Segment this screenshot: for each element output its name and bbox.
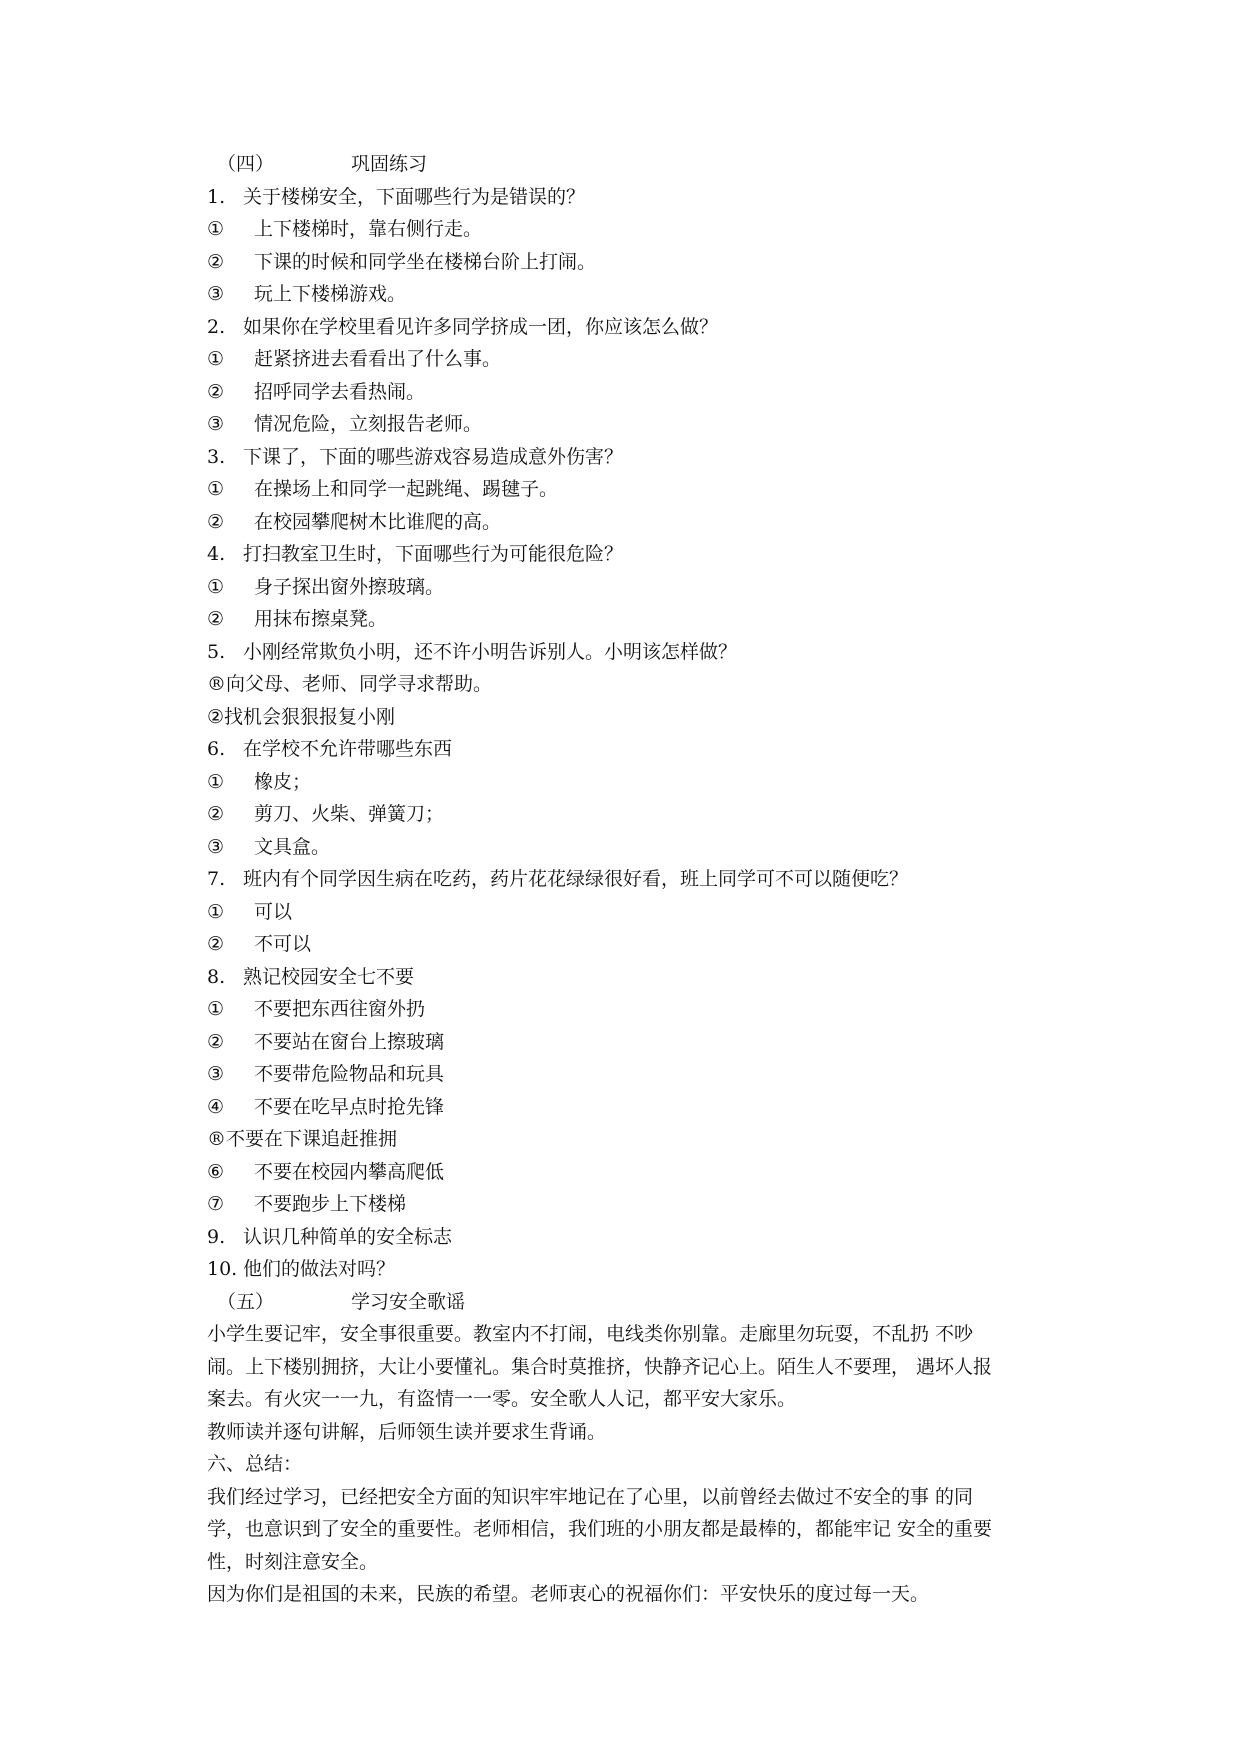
question-7: [207, 863, 1067, 896]
section-four-number: （四）: [217, 153, 275, 175]
option-item: [207, 831, 1067, 864]
option-item: [207, 278, 1067, 311]
teacher-note: 教师读并逐句讲解，后师领生读并要求生背诵。: [207, 1420, 607, 1443]
option-item: [207, 473, 1067, 506]
option-item: [207, 896, 1067, 929]
option-item: [207, 1058, 1067, 1091]
summary-heading: 六、总结：: [207, 1453, 303, 1475]
question-text: 下课了，下面的哪些游戏容易造成意外伤害？: [243, 445, 624, 468]
option-marker: ②: [207, 510, 225, 533]
option-item: [207, 668, 1067, 701]
question-2: [207, 311, 1067, 344]
option-marker: ②: [207, 608, 225, 630]
option-marker: ②: [207, 803, 225, 825]
option-text: 橡皮；: [254, 770, 312, 793]
option-marker: ③: [207, 413, 225, 435]
section-five-heading: [207, 1286, 1067, 1319]
option-text: 用抹布擦桌凳。: [254, 608, 388, 630]
option-marker: ①: [207, 900, 225, 923]
section-five-title: 学习安全歌谣: [351, 1290, 466, 1313]
section-five-number: （五）: [217, 1290, 275, 1313]
question-5: [207, 636, 1067, 669]
song-line-2: 闹。上下楼别拥挤，大让小要懂礼。集合时莫推挤，快静齐记心上。陌生人不要理， 遇坏人报: [207, 1355, 993, 1378]
section-four-title: 巩固练习: [351, 153, 428, 175]
question-number: 6.: [207, 738, 226, 760]
option-item: [207, 766, 1067, 799]
closing-line: 因为你们是祖国的未来，民族的希望。老师衷心的祝福你们：平安快乐的度过每一天。: [207, 1583, 930, 1605]
question-number: 3.: [207, 445, 226, 468]
option-item: [207, 928, 1067, 961]
option-text: 不要站在窗台上擦玻璃: [254, 1030, 445, 1053]
question-1: [207, 181, 1067, 214]
option-item: [207, 343, 1067, 376]
question-text: 班内有个同学因生病在吃药，药片花花绿绿很好看，班上同学可不可以随便吃？: [243, 868, 909, 890]
option-marker: ①: [207, 348, 225, 370]
option-text: 玩上下楼梯游戏。: [254, 283, 407, 305]
question-3: [207, 441, 1067, 474]
option-item: [207, 1123, 1067, 1156]
option-marker: ③: [207, 835, 225, 858]
question-number: 7.: [207, 868, 226, 890]
question-number: 1.: [207, 185, 226, 208]
question-text: 关于楼梯安全，下面哪些行为是错误的？: [243, 185, 586, 208]
question-8: [207, 961, 1067, 994]
option-text: 向父母、老师、同学寻求帮助。: [226, 673, 493, 695]
option-item: [207, 1188, 1067, 1221]
option-marker: ②: [207, 250, 225, 273]
option-marker: ⑥: [207, 1160, 225, 1183]
option-marker: ①: [207, 998, 225, 1020]
option-text: 不要在校园内攀高爬低: [254, 1160, 445, 1183]
option-item: [207, 1156, 1067, 1189]
question-text: 如果你在学校里看见许多同学挤成一团，你应该怎么做？: [243, 315, 719, 338]
option-item: [207, 603, 1067, 636]
option-marker: ①: [207, 575, 225, 598]
question-text: 在学校不允许带哪些东西: [243, 738, 453, 760]
question-number: 10.: [207, 1258, 238, 1280]
option-marker: ®: [207, 1128, 226, 1150]
option-text: 上下楼梯时，靠右侧行走。: [254, 218, 483, 240]
option-text: 不要把东西往窗外扔: [254, 998, 426, 1020]
option-text: 不要在下课追赶推拥: [226, 1128, 398, 1150]
question-number: 2.: [207, 315, 226, 338]
summary-line-3: 性，时刻注意安全。: [207, 1550, 379, 1573]
summary-line-2: 学，也意识到了安全的重要性。老师相信，我们班的小朋友都是最棒的，都能牢记 安全的重要: [207, 1518, 993, 1540]
option-item: [207, 571, 1067, 604]
song-line-1: 小学生要记牢，安全事很重要。教室内不打闹，电线类你别靠。走廊里勿玩耍，不乱扔 不吵: [207, 1323, 974, 1345]
option-marker: ③: [207, 283, 225, 305]
option-text: 找机会狠狠报复小刚: [224, 705, 396, 728]
option-text: 文具盒。: [254, 835, 331, 858]
question-text: 熟记校园安全七不要: [243, 965, 415, 988]
question-number: 4.: [207, 543, 226, 565]
option-marker: ③: [207, 1063, 225, 1085]
question-text: 认识几种简单的安全标志: [243, 1225, 453, 1248]
question-4: [207, 538, 1067, 571]
section-four-heading: [207, 148, 1067, 181]
option-item: [207, 1026, 1067, 1059]
option-marker: ④: [207, 1095, 225, 1118]
question-9: [207, 1221, 1067, 1254]
question-number: 5.: [207, 640, 226, 663]
option-text: 不要跑步上下楼梯: [254, 1193, 407, 1215]
option-text: 在操场上和同学一起跳绳、踢毽子。: [254, 478, 559, 500]
option-marker: ②: [207, 933, 225, 955]
document-content: [207, 148, 1067, 1611]
option-marker: ②: [207, 705, 225, 728]
option-item: [207, 408, 1067, 441]
option-text: 招呼同学去看热闹。: [254, 380, 426, 403]
question-number: 9.: [207, 1225, 226, 1248]
option-text: 不要带危险物品和玩具: [254, 1063, 445, 1085]
option-text: 下课的时候和同学坐在楼梯台阶上打闹。: [254, 250, 597, 273]
option-item: [207, 246, 1067, 279]
option-text: 情况危险，立刻报告老师。: [254, 413, 483, 435]
option-text: 可以: [254, 900, 293, 923]
option-marker: ①: [207, 218, 225, 240]
option-text: 赶紧挤进去看看出了什么事。: [254, 348, 502, 370]
question-text: 小刚经常欺负小明，还不许小明告诉别人。小明该怎样做？: [243, 640, 738, 663]
question-text: 打扫教室卫生时，下面哪些行为可能很危险？: [243, 543, 624, 565]
question-text: 他们的做法对吗？: [243, 1258, 396, 1280]
question-number: 8.: [207, 965, 226, 988]
question-6: [207, 733, 1067, 766]
option-marker: ®: [207, 673, 226, 695]
option-marker: ①: [207, 478, 225, 500]
option-marker: ②: [207, 380, 225, 403]
option-marker: ②: [207, 1030, 225, 1053]
option-item: [207, 993, 1067, 1026]
question-10: [207, 1253, 1067, 1286]
option-item: [207, 376, 1067, 409]
option-text: 身子探出窗外擦玻璃。: [254, 575, 445, 598]
option-item: [207, 1091, 1067, 1124]
option-item: [207, 506, 1067, 539]
option-item: [207, 798, 1067, 831]
option-item: [207, 213, 1067, 246]
option-item: [207, 701, 1067, 734]
questions-list: [207, 181, 1067, 1286]
summary-line-1: 我们经过学习，已经把安全方面的知识牢牢地记在了心里，以前曾经去做过不安全的事 的同: [207, 1485, 974, 1508]
option-text: 剪刀、火柴、弹簧刀；: [254, 803, 445, 825]
option-marker: ⑦: [207, 1193, 225, 1215]
option-text: 不要在吃早点时抢先锋: [254, 1095, 445, 1118]
song-line-3: 案去。有火灾一一九，有盗情一一零。安全歌人人记，都平安大家乐。: [207, 1388, 797, 1410]
option-marker: ①: [207, 770, 225, 793]
option-text: 在校园攀爬树木比谁爬的高。: [254, 510, 502, 533]
option-text: 不可以: [254, 933, 312, 955]
